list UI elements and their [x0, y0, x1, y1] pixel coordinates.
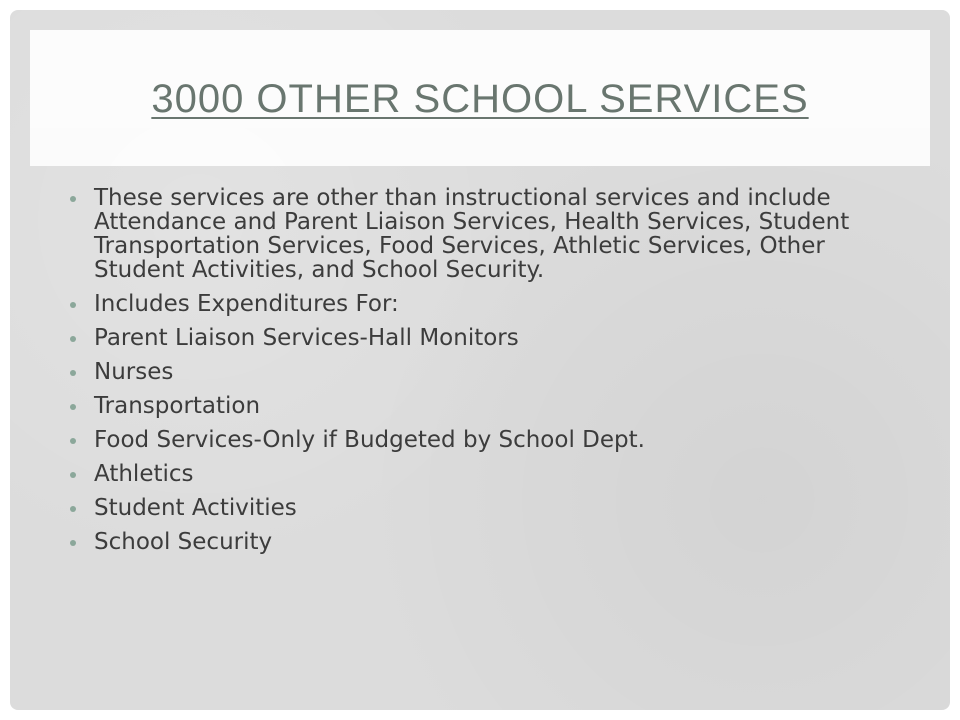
- bullet-item: [70, 186, 900, 282]
- slide-title[interactable]: 3000 OTHER SCHOOL SERVICES: [151, 76, 809, 121]
- bullet-text: Parent Liaison Services-Hall Monitors: [94, 325, 519, 351]
- bullet-item: [70, 462, 900, 486]
- bullet-text: Includes Expenditures For:: [94, 291, 399, 317]
- content-area: [70, 186, 900, 564]
- bullet-dot-icon: [70, 506, 76, 512]
- bullet-dot-icon: [70, 196, 76, 202]
- slide: [10, 10, 950, 710]
- bullet-text: Student Activities: [94, 495, 297, 521]
- title-band: [30, 30, 930, 166]
- bullet-text: Food Services-Only if Budgeted by School Dept.: [94, 427, 645, 453]
- bullet-text: School Security: [94, 529, 273, 555]
- bullet-dot-icon: [70, 540, 76, 546]
- bullet-list: [70, 186, 900, 554]
- bullet-dot-icon: [70, 302, 76, 308]
- bullet-dot-icon: [70, 370, 76, 376]
- bullet-item: [70, 530, 900, 554]
- bullet-item: [70, 360, 900, 384]
- bullet-item: [70, 496, 900, 520]
- bullet-text: These services are other than instructional services and include Attendance and Parent Liaison Services, Health Services, Student Transportation Services, Food Services, Athletic Services, Other Student Activities, and School Security.: [94, 185, 850, 283]
- bullet-item: [70, 428, 900, 452]
- bullet-dot-icon: [70, 404, 76, 410]
- bullet-item: [70, 326, 900, 350]
- bullet-item: [70, 394, 900, 418]
- bullet-dot-icon: [70, 472, 76, 478]
- bullet-dot-icon: [70, 438, 76, 444]
- bullet-item: [70, 292, 900, 316]
- title-panel: [38, 38, 922, 158]
- bullet-text: Nurses: [94, 359, 174, 385]
- bullet-dot-icon: [70, 336, 76, 342]
- bullet-text: Athletics: [94, 461, 194, 487]
- bullet-text: Transportation: [94, 393, 261, 419]
